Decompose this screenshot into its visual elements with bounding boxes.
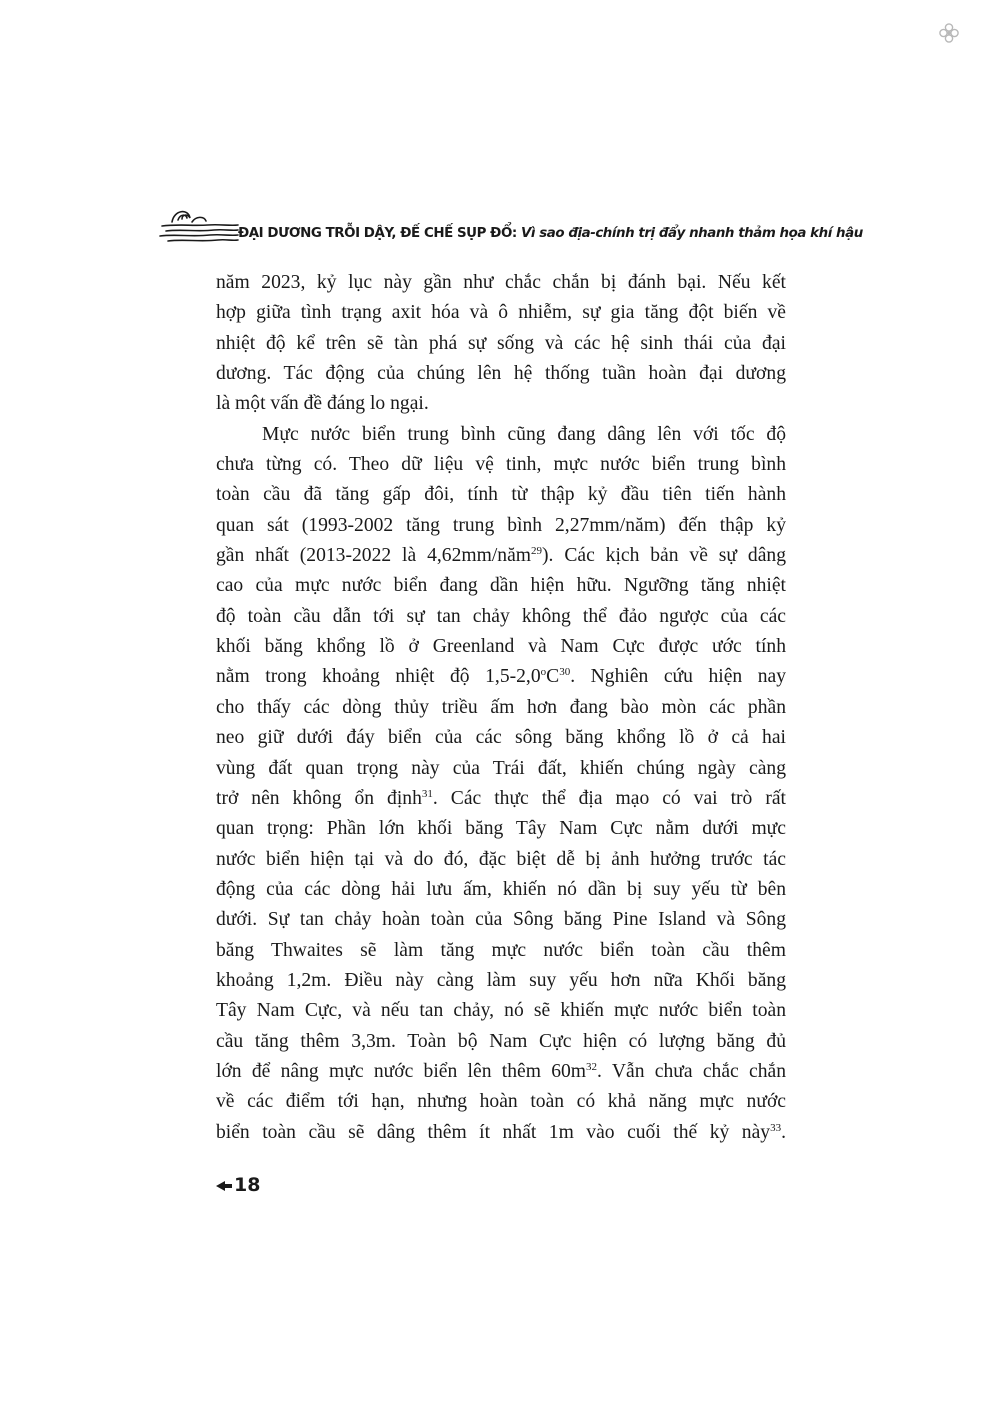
paragraph-2 [216, 420, 786, 1148]
arrow-left-icon [216, 1180, 232, 1192]
text-segment: . Nghiên cứu hiện nay [570, 666, 786, 688]
text-segment: trở nên không ổn định [216, 787, 422, 809]
text-line: dưới. Sự tan chảy hoàn toàn của Sông băng Pine Island và Sông [216, 909, 786, 931]
text-segment: nằm trong khoảng nhiệt độ 1,5-2,0 [216, 666, 541, 688]
footnote-ref-32: 32 [586, 1060, 598, 1073]
text-line: Mực nước biển trung bình cũng đang dâng lên với tốc độ [262, 423, 786, 445]
text-line: khoảng 1,2m. Điều này càng làm suy yếu hơn nữa Khối băng [216, 969, 786, 991]
page-number [216, 1174, 260, 1196]
header-title [238, 226, 863, 241]
text-line: độ toàn cầu dẫn tới sự tan chảy không thể đảo ngược của các [216, 605, 786, 627]
running-header [158, 200, 863, 250]
text-line: cầu tăng thêm 3,3m. Toàn bộ Nam Cực hiện có lượng băng đủ [216, 1030, 786, 1052]
flower-icon [938, 22, 960, 44]
text-line: khối băng khổng lồ ở Greenland và Nam Cực được ước tính [216, 636, 786, 658]
text-line: vùng đất quan trọng này của Trái đất, khiến chúng ngày càng [216, 757, 786, 779]
text-line: băng Thwaites sẽ làm tăng mực nước biển toàn cầu thêm [216, 939, 786, 961]
text-line: nhiệt độ kể trên sẽ tàn phá sự sống và các hệ sinh thái của đại [216, 332, 786, 354]
text-line: cao của mực nước biển đang dần hiện hữu. Ngưỡng tăng nhiệt [216, 575, 786, 597]
footnote-ref-30: 30 [559, 666, 571, 679]
text-line: quan trọng: Phần lớn khối băng Tây Nam Cực nằm dưới mực [216, 818, 786, 840]
footnote-ref-29: 29 [531, 545, 543, 558]
text-segment: biển toàn cầu sẽ dâng thêm ít nhất 1m vào cuối thế kỷ này [216, 1121, 771, 1143]
book-subtitle: Vì sao địa-chính trị đẩy nhanh thảm họa khí hậu [521, 226, 863, 241]
text-segment: gần nhất (2013-2022 là 4,62mm/năm [216, 545, 532, 567]
book-title: ĐẠI DƯƠNG TRỖI DẬY, ĐẾ CHẾ SỤP ĐỔ: [238, 226, 517, 241]
text-line: về các điểm tới hạn, nhưng hoàn toàn có khả năng mực nước [216, 1091, 786, 1113]
body-text [216, 268, 786, 1148]
text-line: năm 2023, kỷ lục này gần như chắc chắn bị đánh bại. Nếu kết [216, 272, 786, 293]
footnote-ref-31: 31 [421, 787, 433, 800]
text-line [216, 662, 786, 692]
text-line [216, 784, 786, 814]
text-segment: lớn để nâng mực nước biển lên thêm 60m [216, 1060, 587, 1082]
text-line: toàn cầu đã tăng gấp đôi, tính từ thập kỷ đầu tiên tiến hành [216, 484, 786, 506]
text-segment: . Vẫn chưa chắc chắn [597, 1060, 786, 1082]
text-segment: C [546, 666, 560, 688]
text-line: nước biển hiện tại và do đó, đặc biệt dễ bị ảnh hưởng trước tác [216, 848, 786, 870]
text-segment: . Các thực thể địa mạo có vai trò rất [432, 787, 786, 809]
footnote-ref-33: 33 [770, 1121, 782, 1134]
text-line [216, 1118, 786, 1148]
paragraph-1 [216, 268, 786, 420]
page-number-value: 18 [234, 1174, 261, 1196]
text-segment: ). Các kịch bản về sự dâng [542, 545, 786, 567]
text-line: quan sát (1993-2002 tăng trung bình 2,27mm/năm) đến thập kỷ [216, 514, 786, 536]
text-segment: . [781, 1121, 786, 1143]
text-line: hợp giữa tình trạng axit hóa và ô nhiễm, sự gia tăng đột biến về [216, 302, 786, 324]
waves-icon [158, 200, 240, 248]
text-line: dương. Tác động của chúng lên hệ thống tuần hoàn đại dương [216, 363, 786, 385]
degree-sign: o [540, 666, 547, 679]
text-line: là một vấn đề đáng lo ngại. [216, 393, 429, 415]
text-line: cho thấy các dòng thủy triều ấm hơn đang bào mòn các phần [216, 696, 786, 718]
text-line: động của các dòng hải lưu ấm, khiến nó dần bị suy yếu từ bên [216, 878, 786, 900]
text-line [216, 541, 786, 571]
text-line [216, 1057, 786, 1087]
text-line: neo giữ dưới đáy biển của các sông băng khổng lồ ở cả hai [216, 727, 786, 749]
text-line: chưa từng có. Theo dữ liệu vệ tinh, mực nước biển trung bình [216, 454, 786, 476]
text-line: Tây Nam Cực, và nếu tan chảy, nó sẽ khiến mực nước biển toàn [216, 1000, 786, 1022]
